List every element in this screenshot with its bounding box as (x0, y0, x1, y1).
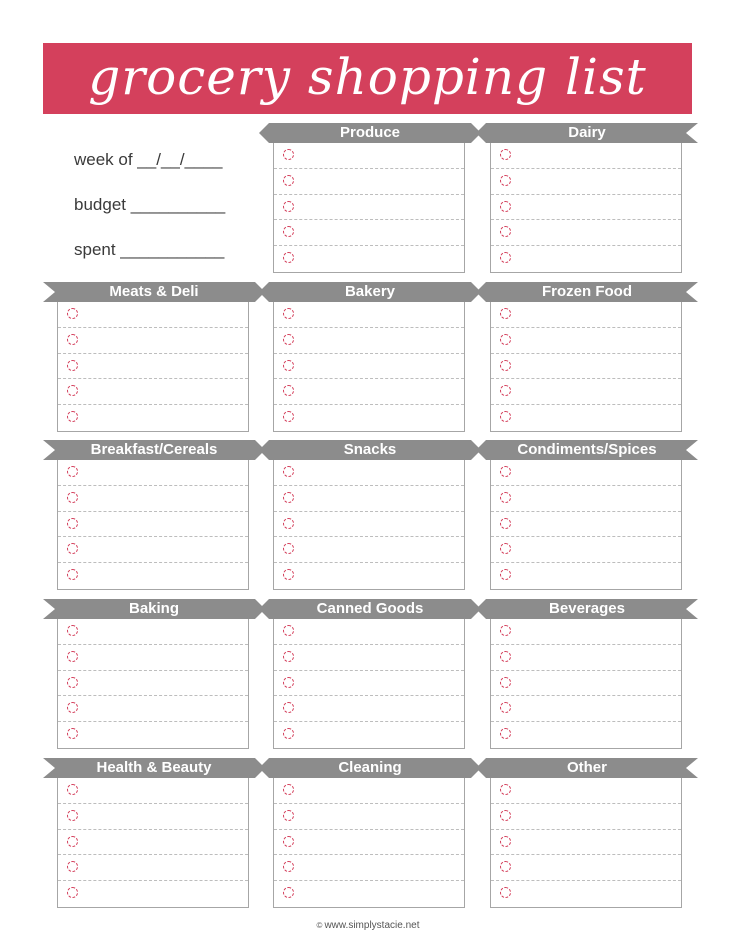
checkbox-circle-icon[interactable] (283, 308, 294, 319)
section (43, 440, 265, 600)
section-title: Produce (339, 124, 400, 141)
section-list-box (57, 778, 249, 908)
list-item[interactable] (58, 830, 248, 856)
checkbox-circle-icon[interactable] (500, 175, 511, 186)
list-item[interactable] (491, 354, 681, 380)
section-title: Baking (128, 600, 179, 617)
list-item[interactable] (491, 143, 681, 169)
section (476, 599, 698, 759)
list-item[interactable] (58, 696, 248, 722)
checkbox-circle-icon[interactable] (67, 651, 78, 662)
checkbox-circle-icon[interactable] (500, 149, 511, 160)
list-item[interactable] (58, 302, 248, 328)
checkbox-circle-icon[interactable] (283, 569, 294, 580)
section (476, 440, 698, 600)
list-item[interactable] (491, 830, 681, 856)
list-item[interactable] (491, 804, 681, 830)
list-item[interactable] (274, 302, 464, 328)
list-item[interactable] (491, 537, 681, 563)
list-item[interactable] (491, 379, 681, 405)
checkbox-circle-icon[interactable] (500, 810, 511, 821)
list-item[interactable] (58, 379, 248, 405)
checkbox-circle-icon[interactable] (500, 836, 511, 847)
section-title: Dairy (568, 124, 606, 141)
section-title: Beverages (549, 600, 625, 617)
section-list-box (490, 460, 682, 590)
section-list-box (490, 619, 682, 749)
section-title: Bakery (344, 283, 396, 300)
section-list-box (273, 143, 465, 273)
list-item[interactable] (274, 246, 464, 272)
section-title: Breakfast/Cereals (90, 441, 218, 458)
checkbox-circle-icon[interactable] (67, 861, 78, 872)
list-item[interactable] (491, 645, 681, 671)
list-item[interactable] (491, 220, 681, 246)
checkbox-circle-icon[interactable] (283, 201, 294, 212)
checkbox-circle-icon[interactable] (283, 728, 294, 739)
checkbox-circle-icon[interactable] (283, 149, 294, 160)
checkbox-circle-icon[interactable] (283, 360, 294, 371)
section-list-box (57, 460, 249, 590)
checkbox-circle-icon[interactable] (283, 836, 294, 847)
list-item[interactable] (274, 143, 464, 169)
checkbox-circle-icon[interactable] (500, 226, 511, 237)
section (259, 282, 481, 442)
section (259, 758, 481, 918)
list-item[interactable] (58, 537, 248, 563)
list-item[interactable] (274, 696, 464, 722)
checkbox-circle-icon[interactable] (67, 728, 78, 739)
checkbox-circle-icon[interactable] (500, 252, 511, 263)
list-item[interactable] (491, 512, 681, 538)
list-item[interactable] (58, 328, 248, 354)
checkbox-circle-icon[interactable] (500, 334, 511, 345)
section (43, 282, 265, 442)
checkbox-circle-icon[interactable] (67, 492, 78, 503)
checkbox-circle-icon[interactable] (500, 651, 511, 662)
section-list-box (490, 143, 682, 273)
checkbox-circle-icon[interactable] (283, 784, 294, 795)
checkbox-circle-icon[interactable] (500, 702, 511, 713)
checkbox-circle-icon[interactable] (67, 385, 78, 396)
list-item[interactable] (58, 486, 248, 512)
checkbox-circle-icon[interactable] (67, 887, 78, 898)
list-item[interactable] (491, 246, 681, 272)
checkbox-circle-icon[interactable] (67, 411, 78, 422)
list-item[interactable] (58, 671, 248, 697)
footer-site: www.simplystacie.net (324, 920, 420, 931)
checkbox-circle-icon[interactable] (67, 569, 78, 580)
list-item[interactable] (491, 696, 681, 722)
checkbox-circle-icon[interactable] (283, 175, 294, 186)
list-item[interactable] (491, 563, 681, 589)
list-item[interactable] (491, 460, 681, 486)
week-of-field[interactable]: week of __/__/____ (74, 150, 223, 169)
checkbox-circle-icon[interactable] (283, 518, 294, 529)
footer (0, 920, 736, 931)
checkbox-circle-icon[interactable] (67, 625, 78, 636)
checkbox-circle-icon[interactable] (67, 518, 78, 529)
list-item[interactable] (491, 195, 681, 221)
checkbox-circle-icon[interactable] (67, 702, 78, 713)
checkbox-circle-icon[interactable] (500, 677, 511, 688)
checkbox-circle-icon[interactable] (500, 411, 511, 422)
checkbox-circle-icon[interactable] (67, 466, 78, 477)
list-item[interactable] (491, 671, 681, 697)
checkbox-circle-icon[interactable] (283, 887, 294, 898)
checkbox-circle-icon[interactable] (500, 728, 511, 739)
list-item[interactable] (274, 722, 464, 748)
list-item[interactable] (274, 778, 464, 804)
checkbox-circle-icon[interactable] (500, 466, 511, 477)
checkbox-circle-icon[interactable] (500, 784, 511, 795)
list-item[interactable] (274, 563, 464, 589)
section (476, 758, 698, 918)
list-item[interactable] (274, 195, 464, 221)
copyright-symbol: © (316, 921, 323, 930)
checkbox-circle-icon[interactable] (67, 784, 78, 795)
section-list-box (273, 778, 465, 908)
list-item[interactable] (274, 619, 464, 645)
section-title: Condiments/Spices (517, 441, 657, 458)
section-title: Snacks (343, 441, 397, 458)
list-item[interactable] (58, 722, 248, 748)
checkbox-circle-icon[interactable] (283, 411, 294, 422)
section (259, 599, 481, 759)
checkbox-circle-icon[interactable] (500, 569, 511, 580)
list-item[interactable] (274, 460, 464, 486)
checkbox-circle-icon[interactable] (67, 677, 78, 688)
checkbox-circle-icon[interactable] (500, 201, 511, 212)
list-item[interactable] (274, 405, 464, 431)
section (43, 599, 265, 759)
list-item[interactable] (274, 328, 464, 354)
list-item[interactable] (274, 220, 464, 246)
list-item[interactable] (491, 302, 681, 328)
checkbox-circle-icon[interactable] (500, 385, 511, 396)
list-item[interactable] (491, 881, 681, 907)
list-item[interactable] (491, 855, 681, 881)
checkbox-circle-icon[interactable] (500, 360, 511, 371)
checkbox-circle-icon[interactable] (283, 492, 294, 503)
checkbox-circle-icon[interactable] (67, 360, 78, 371)
list-item[interactable] (491, 328, 681, 354)
checkbox-circle-icon[interactable] (500, 625, 511, 636)
section-list-box (273, 460, 465, 590)
section-list-box (57, 302, 249, 432)
list-item[interactable] (58, 354, 248, 380)
list-item[interactable] (274, 671, 464, 697)
checkbox-circle-icon[interactable] (283, 677, 294, 688)
checkbox-circle-icon[interactable] (67, 543, 78, 554)
checkbox-circle-icon[interactable] (283, 861, 294, 872)
section (259, 440, 481, 600)
list-item[interactable] (58, 804, 248, 830)
list-item[interactable] (58, 645, 248, 671)
list-item[interactable] (274, 537, 464, 563)
list-item[interactable] (58, 881, 248, 907)
checkbox-circle-icon[interactable] (283, 543, 294, 554)
checkbox-circle-icon[interactable] (283, 226, 294, 237)
checkbox-circle-icon[interactable] (500, 887, 511, 898)
checkbox-circle-icon[interactable] (283, 651, 294, 662)
list-item[interactable] (491, 722, 681, 748)
checkbox-circle-icon[interactable] (283, 466, 294, 477)
list-item[interactable] (491, 169, 681, 195)
list-item[interactable] (58, 619, 248, 645)
checkbox-circle-icon[interactable] (283, 252, 294, 263)
list-item[interactable] (274, 354, 464, 380)
checkbox-circle-icon[interactable] (500, 543, 511, 554)
list-item[interactable] (58, 563, 248, 589)
section-title: Canned Goods (316, 600, 424, 617)
checkbox-circle-icon[interactable] (283, 702, 294, 713)
section-title: Health & Beauty (96, 759, 212, 776)
checkbox-circle-icon[interactable] (283, 385, 294, 396)
checkbox-circle-icon[interactable] (500, 861, 511, 872)
list-item[interactable] (274, 881, 464, 907)
section (259, 123, 481, 283)
section (476, 123, 698, 283)
list-item[interactable] (274, 512, 464, 538)
page-title: grocery shopping list (88, 48, 647, 106)
section-list-box (273, 302, 465, 432)
spent-field[interactable]: spent ___________ (74, 240, 225, 259)
list-item[interactable] (58, 405, 248, 431)
list-item[interactable] (491, 619, 681, 645)
list-item[interactable] (274, 379, 464, 405)
list-item[interactable] (58, 778, 248, 804)
section-title: Cleaning (338, 759, 402, 776)
checkbox-circle-icon[interactable] (283, 625, 294, 636)
list-item[interactable] (58, 460, 248, 486)
list-item[interactable] (274, 645, 464, 671)
checkbox-circle-icon[interactable] (67, 334, 78, 345)
checkbox-circle-icon[interactable] (283, 810, 294, 821)
checkbox-circle-icon[interactable] (67, 308, 78, 319)
checkbox-circle-icon[interactable] (67, 836, 78, 847)
section-list-box (490, 302, 682, 432)
checkbox-circle-icon[interactable] (500, 308, 511, 319)
checkbox-circle-icon[interactable] (500, 492, 511, 503)
list-item[interactable] (491, 778, 681, 804)
list-item[interactable] (274, 804, 464, 830)
checkbox-circle-icon[interactable] (67, 810, 78, 821)
list-item[interactable] (491, 486, 681, 512)
section-list-box (57, 619, 249, 749)
section-title: Other (566, 759, 607, 776)
list-item[interactable] (58, 512, 248, 538)
section (476, 282, 698, 442)
budget-field[interactable]: budget __________ (74, 195, 226, 214)
section-list-box (273, 619, 465, 749)
list-item[interactable] (58, 855, 248, 881)
section-title: Frozen Food (542, 283, 632, 300)
list-item[interactable] (274, 855, 464, 881)
section (43, 758, 265, 918)
section-list-box (490, 778, 682, 908)
list-item[interactable] (274, 486, 464, 512)
list-item[interactable] (274, 830, 464, 856)
list-item[interactable] (274, 169, 464, 195)
title-banner (43, 43, 692, 114)
checkbox-circle-icon[interactable] (283, 334, 294, 345)
section-title: Meats & Deli (109, 283, 199, 300)
checkbox-circle-icon[interactable] (500, 518, 511, 529)
list-item[interactable] (491, 405, 681, 431)
